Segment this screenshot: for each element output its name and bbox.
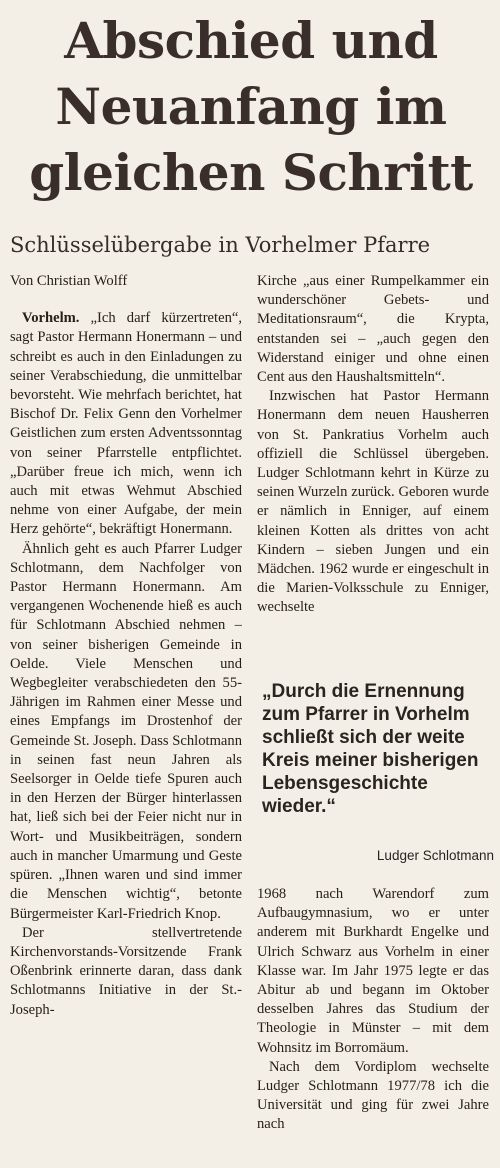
left-column [10,272,242,1167]
paragraph-1-text: „Ich darf kürzertreten“, sagt Pastor Hermann Honermann – und schreibt es auch in den Einladungen zu seiner Verabschiedung, die unmittelbar bevorsteht. Wie mehrfach berichtet, hat Bischof Dr. Felix Genn den Vorhelmer Geistlichen zum ersten Adventssonntag von seiner Pfarrstelle entpflichtet. „Darüber freue ich mich, wenn ich auch mit etwas Wehmut Abschied nehme von einer Aufgabe, der mein Herz gehörte“, bekräftigt Honermann. [10,310,242,538]
headline-line-3: gleichen Schritt [29,143,473,202]
paragraph-3: Der stellvertretende Kirchenvorstands-Vorsitzende Frank Oßenbrink erinnerte daran, dass dank Schlotmanns Initiative in der St.-Joseph- [10,924,242,1018]
right-column-top [257,272,489,660]
paragraph-2: Ähnlich geht es auch Pfarrer Ludger Schlotmann, dem Nachfolger von Pastor Hermann Honermann. Am vergangenen Wochenende hieß es auch für Schlotmann Abschied nehmen – von seiner bisherigen Gemeinde in Oelde. Viele Menschen und Wegbegleiter verabschiedeten den 55-Jährigen im Rahmen einer Messe und eines Empfangs im Drostenhof der Gemeinde St. Joseph. Dass Schlotmann in seinen fast neun Jahren als Seelsorger in Oelde tiefe Spuren auch in den Herzen der Bürger hinterlassen hat, ließ sich bei der Feier nicht nur in Wort- und Musikbeiträgen, sondern auch in mancher Umarmung und Geste spüren. „Ihnen waren und sind immer die Menschen wichtig“, betonte Bürgermeister Karl-Friedrich Knop. [10,540,242,922]
paragraph-5: Inzwischen hat Pastor Hermann Honermann dem neuen Hausherren von St. Pankratius Vorhelm auch offiziell die Schlüssel übergeben. Ludger Schlotmann kehrt in Kürze zu seinen Wurzeln zurück. Geboren wurde er nämlich in Enniger, auf einem kleinen Kotten als drittes von acht Kindern – sieben Jungen und ein Mädchen. 1962 wurde er eingeschult in die Marien-Volksschule zu Enniger, wechselte [257,388,489,616]
paragraph-6: 1968 nach Warendorf zum Aufbaugymnasium, wo er unter anderem mit Burkhardt Engelke und Ulrich Schwarz aus Vorhelm in einer Klasse war. Im Jahr 1975 legte er das Abitur ab und begann im Oktober desselben Jahres das Studium der Theologie in Münster – mit dem Wohnsitz im Borromäum. [257,886,489,1056]
article-subheadline: Schlüsselübergabe in Vorhelmer Pfarre [10,233,431,257]
pull-quote: „Durch die Ernennung zum Pfarrer in Vorhelm schließt sich der weite Kreis meiner bisherigen Lebensgeschichte wieder.“ [262,681,479,817]
paragraph-7: Nach dem Vordiplom wechselte Ludger Schlotmann 1977/78 ich die Universität und ging für zwei Jahre nach [257,1058,489,1133]
headline-line-1: Abschied und [64,11,438,70]
dateline: Vorhelm. [22,310,80,327]
article-headline [8,8,494,206]
pull-quote-author: Ludger Schlotmann [376,848,494,863]
byline: Von Christian Wolff [10,273,128,289]
paragraph-1 [10,309,242,539]
headline-line-2: Neuanfang im [55,77,447,136]
right-column-bottom [257,885,489,1167]
paragraph-4: Kirche „aus einer Rumpelkammer ein wunderschöner Gebets- und Meditationsraum“, die Krypta, entstanden sei – „auch gegen den Widerstand einiger und ohne einen Cent aus den Haushaltsmitteln“. [257,273,489,386]
